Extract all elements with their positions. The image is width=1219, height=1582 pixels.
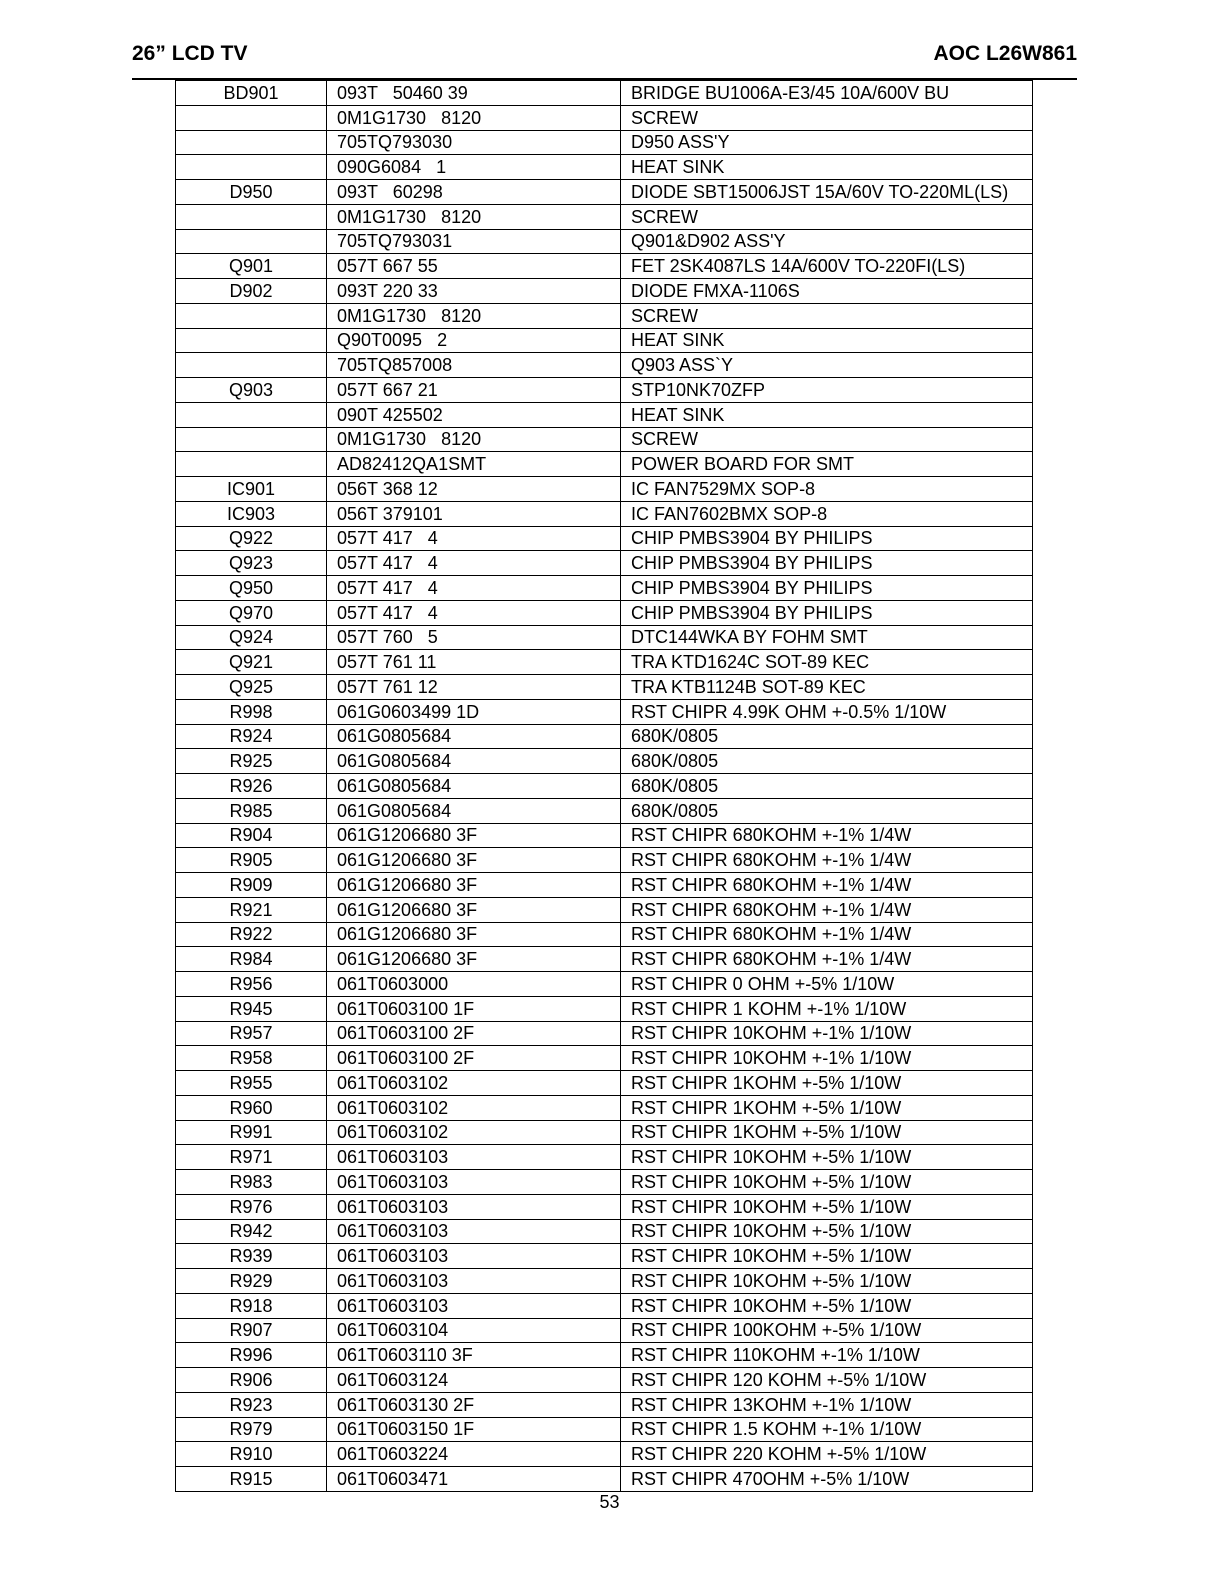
- description-cell: BRIDGE BU1006A-E3/45 10A/600V BU: [621, 81, 1033, 106]
- table-row: [176, 1442, 1033, 1467]
- description-cell: RST CHIPR 1 KOHM +-1% 1/10W: [621, 996, 1033, 1021]
- table-row: [176, 1145, 1033, 1170]
- description-cell: RST CHIPR 680KOHM +-1% 1/4W: [621, 947, 1033, 972]
- table-row: [176, 1170, 1033, 1195]
- description-cell: IC FAN7602BMX SOP-8: [621, 501, 1033, 526]
- description-cell: RST CHIPR 110KOHM +-1% 1/10W: [621, 1343, 1033, 1368]
- part-number-cell: 061T0603103: [327, 1293, 621, 1318]
- part-number-cell: 061G0805684: [327, 724, 621, 749]
- reference-cell: R996: [176, 1343, 327, 1368]
- table-row: [176, 1293, 1033, 1318]
- description-cell: RST CHIPR 120 KOHM +-5% 1/10W: [621, 1368, 1033, 1393]
- table-row: [176, 378, 1033, 403]
- reference-cell: Q922: [176, 526, 327, 551]
- part-number-cell: 061G1206680 3F: [327, 897, 621, 922]
- reference-cell: BD901: [176, 81, 327, 106]
- description-cell: D950 ASS'Y: [621, 130, 1033, 155]
- reference-cell: R945: [176, 996, 327, 1021]
- part-number-cell: 061G1206680 3F: [327, 823, 621, 848]
- reference-cell: R926: [176, 774, 327, 799]
- table-row: [176, 551, 1033, 576]
- table-row: [176, 1244, 1033, 1269]
- description-cell: RST CHIPR 1KOHM +-5% 1/10W: [621, 1095, 1033, 1120]
- table-row: [176, 625, 1033, 650]
- reference-cell: R921: [176, 897, 327, 922]
- description-cell: RST CHIPR 10KOHM +-5% 1/10W: [621, 1219, 1033, 1244]
- description-cell: RST CHIPR 10KOHM +-5% 1/10W: [621, 1293, 1033, 1318]
- table-row: [176, 1417, 1033, 1442]
- part-number-cell: 061T0603110 3F: [327, 1343, 621, 1368]
- reference-cell: Q921: [176, 650, 327, 675]
- description-cell: DTC144WKA BY FOHM SMT: [621, 625, 1033, 650]
- part-number-cell: 061T0603124: [327, 1368, 621, 1393]
- description-cell: RST CHIPR 4.99K OHM +-0.5% 1/10W: [621, 699, 1033, 724]
- part-number-cell: 057T 417 4: [327, 551, 621, 576]
- description-cell: RST CHIPR 10KOHM +-1% 1/10W: [621, 1046, 1033, 1071]
- description-cell: RST CHIPR 0 OHM +-5% 1/10W: [621, 972, 1033, 997]
- part-number-cell: 057T 761 12: [327, 675, 621, 700]
- part-number-cell: 705TQ857008: [327, 353, 621, 378]
- part-number-cell: 057T 417 4: [327, 600, 621, 625]
- table-row: [176, 724, 1033, 749]
- reference-cell: R957: [176, 1021, 327, 1046]
- table-row: [176, 897, 1033, 922]
- table-row: [176, 180, 1033, 205]
- part-number-cell: 061T0603102: [327, 1071, 621, 1096]
- table-row: [176, 229, 1033, 254]
- description-cell: HEAT SINK: [621, 328, 1033, 353]
- reference-cell: Q903: [176, 378, 327, 403]
- reference-cell: Q924: [176, 625, 327, 650]
- table-row: [176, 1467, 1033, 1492]
- reference-cell: R922: [176, 922, 327, 947]
- reference-cell: R958: [176, 1046, 327, 1071]
- reference-cell: D902: [176, 279, 327, 304]
- part-number-cell: 061T0603100 2F: [327, 1021, 621, 1046]
- description-cell: CHIP PMBS3904 BY PHILIPS: [621, 576, 1033, 601]
- reference-cell: R998: [176, 699, 327, 724]
- reference-cell: IC901: [176, 477, 327, 502]
- table-row: [176, 130, 1033, 155]
- reference-cell: R985: [176, 798, 327, 823]
- description-cell: RST CHIPR 680KOHM +-1% 1/4W: [621, 922, 1033, 947]
- reference-cell: [176, 105, 327, 130]
- reference-cell: [176, 303, 327, 328]
- part-number-cell: 061T0603103: [327, 1170, 621, 1195]
- reference-cell: IC903: [176, 501, 327, 526]
- part-number-cell: 093T 220 33: [327, 279, 621, 304]
- table-row: [176, 922, 1033, 947]
- table-row: [176, 501, 1033, 526]
- reference-cell: D950: [176, 180, 327, 205]
- reference-cell: R956: [176, 972, 327, 997]
- description-cell: RST CHIPR 470OHM +-5% 1/10W: [621, 1467, 1033, 1492]
- model-number: AOC L26W861: [933, 42, 1077, 65]
- part-number-cell: 061G0805684: [327, 798, 621, 823]
- part-number-cell: 061T0603103: [327, 1219, 621, 1244]
- part-number-cell: 061G0805684: [327, 774, 621, 799]
- description-cell: RST CHIPR 1.5 KOHM +-1% 1/10W: [621, 1417, 1033, 1442]
- page-number: 53: [599, 1492, 620, 1512]
- description-cell: STP10NK70ZFP: [621, 378, 1033, 403]
- parts-list-table: [175, 80, 1033, 1492]
- description-cell: DIODE SBT15006JST 15A/60V TO-220ML(LS): [621, 180, 1033, 205]
- part-number-cell: 061T0603104: [327, 1318, 621, 1343]
- table-row: [176, 1269, 1033, 1294]
- reference-cell: R907: [176, 1318, 327, 1343]
- table-row: [176, 749, 1033, 774]
- reference-cell: [176, 353, 327, 378]
- part-number-cell: 061G1206680 3F: [327, 922, 621, 947]
- description-cell: RST CHIPR 10KOHM +-5% 1/10W: [621, 1244, 1033, 1269]
- part-number-cell: 061T0603103: [327, 1269, 621, 1294]
- description-cell: RST CHIPR 1KOHM +-5% 1/10W: [621, 1071, 1033, 1096]
- description-cell: POWER BOARD FOR SMT: [621, 452, 1033, 477]
- description-cell: RST CHIPR 680KOHM +-1% 1/4W: [621, 897, 1033, 922]
- part-number-cell: 056T 368 12: [327, 477, 621, 502]
- description-cell: FET 2SK4087LS 14A/600V TO-220FI(LS): [621, 254, 1033, 279]
- table-row: [176, 1071, 1033, 1096]
- reference-cell: [176, 204, 327, 229]
- description-cell: RST CHIPR 1KOHM +-5% 1/10W: [621, 1120, 1033, 1145]
- part-number-cell: 090G6084 1: [327, 155, 621, 180]
- table-row: [176, 947, 1033, 972]
- description-cell: RST CHIPR 10KOHM +-1% 1/10W: [621, 1021, 1033, 1046]
- part-number-cell: 061T0603102: [327, 1095, 621, 1120]
- reference-cell: R976: [176, 1194, 327, 1219]
- part-number-cell: 061T0603103: [327, 1244, 621, 1269]
- description-cell: CHIP PMBS3904 BY PHILIPS: [621, 526, 1033, 551]
- table-row: [176, 328, 1033, 353]
- table-row: [176, 873, 1033, 898]
- part-number-cell: 057T 760 5: [327, 625, 621, 650]
- part-number-cell: 0M1G1730 8120: [327, 303, 621, 328]
- reference-cell: R909: [176, 873, 327, 898]
- part-number-cell: 0M1G1730 8120: [327, 204, 621, 229]
- table-row: [176, 477, 1033, 502]
- table-row: [176, 798, 1033, 823]
- description-cell: HEAT SINK: [621, 155, 1033, 180]
- description-cell: CHIP PMBS3904 BY PHILIPS: [621, 600, 1033, 625]
- part-number-cell: 057T 667 21: [327, 378, 621, 403]
- table-row: [176, 1095, 1033, 1120]
- part-number-cell: 057T 667 55: [327, 254, 621, 279]
- reference-cell: Q970: [176, 600, 327, 625]
- reference-cell: [176, 328, 327, 353]
- reference-cell: R979: [176, 1417, 327, 1442]
- table-row: [176, 353, 1033, 378]
- reference-cell: [176, 402, 327, 427]
- description-cell: RST CHIPR 10KOHM +-5% 1/10W: [621, 1145, 1033, 1170]
- reference-cell: R924: [176, 724, 327, 749]
- table-row: [176, 996, 1033, 1021]
- table-row: [176, 1046, 1033, 1071]
- description-cell: HEAT SINK: [621, 402, 1033, 427]
- reference-cell: R929: [176, 1269, 327, 1294]
- parts-list-body: [176, 81, 1033, 1492]
- reference-cell: Q901: [176, 254, 327, 279]
- table-row: [176, 848, 1033, 873]
- part-number-cell: 705TQ793031: [327, 229, 621, 254]
- table-row: [176, 675, 1033, 700]
- table-row: [176, 254, 1033, 279]
- description-cell: 680K/0805: [621, 798, 1033, 823]
- part-number-cell: 061G0805684: [327, 749, 621, 774]
- table-row: [176, 1368, 1033, 1393]
- part-number-cell: 061G1206680 3F: [327, 947, 621, 972]
- reference-cell: R904: [176, 823, 327, 848]
- reference-cell: R991: [176, 1120, 327, 1145]
- description-cell: SCREW: [621, 105, 1033, 130]
- reference-cell: R906: [176, 1368, 327, 1393]
- part-number-cell: Q90T0095 2: [327, 328, 621, 353]
- description-cell: DIODE FMXA-1106S: [621, 279, 1033, 304]
- description-cell: RST CHIPR 220 KOHM +-5% 1/10W: [621, 1442, 1033, 1467]
- table-row: [176, 600, 1033, 625]
- description-cell: TRA KTD1624C SOT-89 KEC: [621, 650, 1033, 675]
- part-number-cell: 061T0603471: [327, 1467, 621, 1492]
- table-row: [176, 105, 1033, 130]
- table-row: [176, 576, 1033, 601]
- part-number-cell: 057T 761 11: [327, 650, 621, 675]
- part-number-cell: AD82412QA1SMT: [327, 452, 621, 477]
- reference-cell: R939: [176, 1244, 327, 1269]
- table-row: [176, 427, 1033, 452]
- table-row: [176, 155, 1033, 180]
- table-row: [176, 303, 1033, 328]
- reference-cell: R984: [176, 947, 327, 972]
- table-row: [176, 699, 1033, 724]
- reference-cell: [176, 452, 327, 477]
- part-number-cell: 056T 379101: [327, 501, 621, 526]
- part-number-cell: 093T 60298: [327, 180, 621, 205]
- reference-cell: Q923: [176, 551, 327, 576]
- part-number-cell: 061T0603102: [327, 1120, 621, 1145]
- part-number-cell: 093T 50460 39: [327, 81, 621, 106]
- description-cell: RST CHIPR 680KOHM +-1% 1/4W: [621, 848, 1033, 873]
- description-cell: IC FAN7529MX SOP-8: [621, 477, 1033, 502]
- table-row: [176, 1194, 1033, 1219]
- description-cell: SCREW: [621, 303, 1033, 328]
- reference-cell: R910: [176, 1442, 327, 1467]
- part-number-cell: 061T0603100 1F: [327, 996, 621, 1021]
- reference-cell: R918: [176, 1293, 327, 1318]
- table-row: [176, 526, 1033, 551]
- description-cell: SCREW: [621, 427, 1033, 452]
- table-row: [176, 774, 1033, 799]
- reference-cell: R942: [176, 1219, 327, 1244]
- description-cell: RST CHIPR 680KOHM +-1% 1/4W: [621, 823, 1033, 848]
- part-number-cell: 061T0603103: [327, 1145, 621, 1170]
- description-cell: RST CHIPR 10KOHM +-5% 1/10W: [621, 1269, 1033, 1294]
- part-number-cell: 061G1206680 3F: [327, 873, 621, 898]
- table-row: [176, 1021, 1033, 1046]
- part-number-cell: 705TQ793030: [327, 130, 621, 155]
- table-row: [176, 1219, 1033, 1244]
- reference-cell: R923: [176, 1392, 327, 1417]
- part-number-cell: 061T0603100 2F: [327, 1046, 621, 1071]
- part-number-cell: 061T0603000: [327, 972, 621, 997]
- table-row: [176, 823, 1033, 848]
- part-number-cell: 090T 425502: [327, 402, 621, 427]
- description-cell: 680K/0805: [621, 749, 1033, 774]
- table-row: [176, 1120, 1033, 1145]
- table-row: [176, 1318, 1033, 1343]
- description-cell: RST CHIPR 680KOHM +-1% 1/4W: [621, 873, 1033, 898]
- part-number-cell: 057T 417 4: [327, 526, 621, 551]
- table-row: [176, 452, 1033, 477]
- description-cell: TRA KTB1124B SOT-89 KEC: [621, 675, 1033, 700]
- reference-cell: R925: [176, 749, 327, 774]
- reference-cell: R905: [176, 848, 327, 873]
- table-row: [176, 81, 1033, 106]
- reference-cell: [176, 130, 327, 155]
- part-number-cell: 061T0603150 1F: [327, 1417, 621, 1442]
- reference-cell: R971: [176, 1145, 327, 1170]
- table-row: [176, 1392, 1033, 1417]
- description-cell: Q903 ASS`Y: [621, 353, 1033, 378]
- reference-cell: R915: [176, 1467, 327, 1492]
- reference-cell: R983: [176, 1170, 327, 1195]
- part-number-cell: 061T0603103: [327, 1194, 621, 1219]
- description-cell: RST CHIPR 13KOHM +-1% 1/10W: [621, 1392, 1033, 1417]
- table-row: [176, 972, 1033, 997]
- reference-cell: R955: [176, 1071, 327, 1096]
- part-number-cell: 061T0603130 2F: [327, 1392, 621, 1417]
- part-number-cell: 061G0603499 1D: [327, 699, 621, 724]
- part-number-cell: 061G1206680 3F: [327, 848, 621, 873]
- page-header: [132, 40, 1077, 80]
- part-number-cell: 0M1G1730 8120: [327, 105, 621, 130]
- table-row: [176, 1343, 1033, 1368]
- description-cell: SCREW: [621, 204, 1033, 229]
- part-number-cell: 0M1G1730 8120: [327, 427, 621, 452]
- reference-cell: Q950: [176, 576, 327, 601]
- part-number-cell: 061T0603224: [327, 1442, 621, 1467]
- description-cell: 680K/0805: [621, 774, 1033, 799]
- table-row: [176, 279, 1033, 304]
- document-title: 26” LCD TV: [132, 42, 248, 65]
- description-cell: RST CHIPR 10KOHM +-5% 1/10W: [621, 1170, 1033, 1195]
- part-number-cell: 057T 417 4: [327, 576, 621, 601]
- description-cell: 680K/0805: [621, 724, 1033, 749]
- table-row: [176, 402, 1033, 427]
- description-cell: RST CHIPR 10KOHM +-5% 1/10W: [621, 1194, 1033, 1219]
- reference-cell: [176, 229, 327, 254]
- table-row: [176, 204, 1033, 229]
- reference-cell: Q925: [176, 675, 327, 700]
- description-cell: Q901&D902 ASS'Y: [621, 229, 1033, 254]
- table-row: [176, 650, 1033, 675]
- reference-cell: R960: [176, 1095, 327, 1120]
- reference-cell: [176, 427, 327, 452]
- description-cell: RST CHIPR 100KOHM +-5% 1/10W: [621, 1318, 1033, 1343]
- reference-cell: [176, 155, 327, 180]
- description-cell: CHIP PMBS3904 BY PHILIPS: [621, 551, 1033, 576]
